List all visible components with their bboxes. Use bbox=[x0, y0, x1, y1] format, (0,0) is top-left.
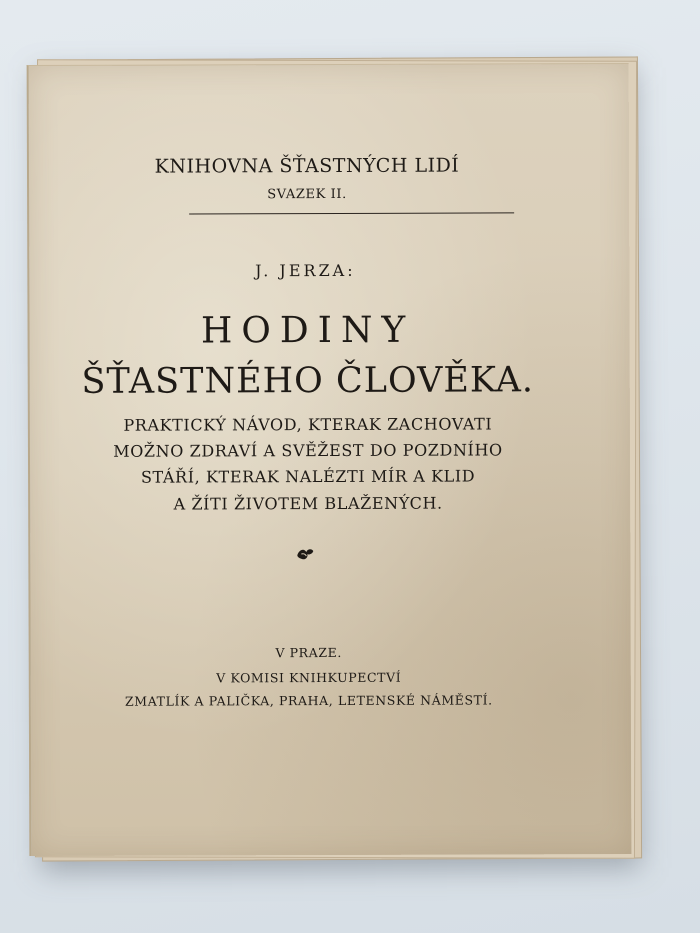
divider-rule bbox=[189, 212, 514, 214]
imprint-address: ZMATLÍK A PALIČKA, PRAHA, LETENSKÉ NÁMĚSTÍ. bbox=[124, 692, 493, 709]
subtitle-line-1: PRAKTICKÝ NÁVOD, KTERAK ZACHOVATI bbox=[123, 414, 493, 435]
book-title-line-2: ŠŤASTNÉHO ČLOVĚKA. bbox=[81, 360, 535, 402]
volume-number: SVAZEK II. bbox=[267, 186, 347, 203]
subtitle-line-4: A ŽÍTI ŽIVOTEM BLAŽENÝCH. bbox=[173, 493, 443, 514]
subtitle-line-3: STÁŘÍ, KTERAK NALÉZTI MÍR A KLID bbox=[140, 466, 476, 487]
subtitle-line-2: MOŽNO ZDRAVÍ A SVĚŽEST DO POZDNÍHO bbox=[113, 440, 503, 461]
booklet-cover bbox=[27, 63, 632, 856]
author-name: J. JERZA: bbox=[255, 260, 356, 281]
imprint-distributor: V KOMISI KNIHKUPECTVÍ bbox=[216, 669, 402, 686]
book-title-line-1: HODINY bbox=[200, 309, 415, 352]
series-title: KNIHOVNA ŠŤASTNÝCH LIDÍ bbox=[154, 154, 460, 178]
fleuron-icon bbox=[295, 545, 315, 561]
imprint-city: V PRAZE. bbox=[275, 644, 342, 661]
